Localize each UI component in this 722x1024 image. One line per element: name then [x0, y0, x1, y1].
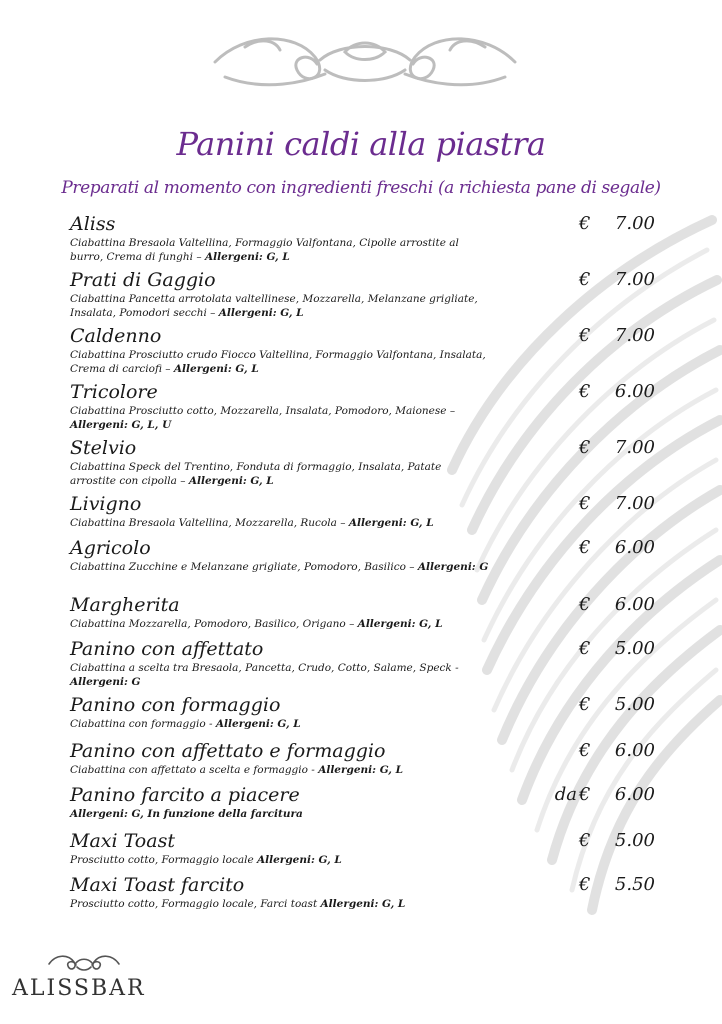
item-description: Ciabattina Prosciutto cotto, Mozzarella, Insalata, Pomodoro, Maionese – Allergeni: G, L, U [70, 405, 456, 431]
currency-symbol: € [579, 784, 591, 805]
menu-item [70, 829, 655, 873]
menu-item [70, 324, 655, 380]
allergens: Allergeni: G, L [348, 517, 434, 529]
item-description: Ciabattina Pancetta arrotolata valtellinese, Mozzarella, Melanzane grigliate, Insalata, Pomodori secchi – Allergeni: G, L [70, 293, 478, 319]
item-description: Ciabattina con formaggio - Allergeni: G, L [70, 718, 301, 730]
item-name: Margherita [70, 594, 180, 616]
item-description: Ciabattina a scelta tra Bresaola, Pancetta, Crudo, Cotto, Salame, Speck - Allergeni: G [70, 662, 459, 688]
price-value: 5.00 [614, 694, 655, 715]
item-description [70, 807, 490, 821]
item-price [579, 739, 655, 763]
price-value: 6.00 [614, 537, 655, 558]
item-name: Maxi Toast farcito [70, 874, 245, 896]
price-value: 5.00 [614, 638, 655, 659]
price-value: 6.00 [614, 740, 655, 761]
item-description: Ciabattina Bresaola Valtellina, Formaggio Valfontana, Cipolle arrostite al burro, Crema di funghi – Allergeni: G, L [70, 237, 459, 263]
menu-item [70, 873, 655, 917]
currency-symbol: € [579, 694, 591, 715]
currency-symbol: € [579, 269, 591, 290]
item-price [579, 593, 655, 617]
allergens: Allergeni: G, L, U [70, 419, 172, 431]
item-name: Panino con affettato [70, 638, 264, 660]
item-price [579, 873, 655, 897]
item-name: Aliss [70, 213, 116, 235]
item-name: Stelvio [70, 437, 137, 459]
allergens: Allergeni: G, L [257, 854, 342, 866]
menu-item [70, 739, 655, 783]
item-price [579, 436, 655, 460]
price-prefix: da [554, 784, 577, 805]
allergens: Allergeni: G, L [173, 363, 259, 375]
item-description: Ciabattina con affettato a scelta e formaggio - Allergeni: G, L [70, 764, 403, 776]
allergens: Allergeni: G, In funzione della farcitura [70, 808, 303, 820]
menu-item [70, 783, 655, 829]
logo-flourish-icon [44, 952, 124, 974]
item-price [579, 212, 655, 236]
currency-symbol: € [579, 381, 591, 402]
price-value: 6.00 [614, 784, 655, 805]
item-name: Panino con formaggio [70, 694, 281, 716]
item-price [579, 637, 655, 661]
allergens: Allergeni: G, L [204, 251, 290, 263]
allergens: Allergeni: G, L [318, 764, 403, 776]
item-price [579, 324, 655, 348]
price-value: 5.00 [614, 830, 655, 851]
menu-item [70, 436, 655, 492]
item-description: Prosciutto cotto, Formaggio locale, Farci toast Allergeni: G, L [70, 898, 406, 910]
item-price [579, 536, 655, 560]
item-price [555, 783, 655, 807]
item-name: Prati di Gaggio [70, 269, 216, 291]
item-description: Ciabattina Mozzarella, Pomodoro, Basilico, Origano – Allergeni: G, L [70, 618, 443, 630]
price-value: 5.50 [614, 874, 655, 895]
item-price [579, 693, 655, 717]
item-description: Ciabattina Prosciutto crudo Fiocco Valtellina, Formaggio Valfontana, Insalata, Crema di carciofi – Allergeni: G, L [70, 349, 486, 375]
item-name: Agricolo [70, 537, 151, 559]
price-value: 6.00 [614, 594, 655, 615]
item-name: Livigno [70, 493, 142, 515]
currency-symbol: € [579, 493, 591, 514]
item-price [579, 492, 655, 516]
price-value: 7.00 [614, 213, 655, 234]
brand-name: ALISSBAR [12, 976, 146, 1001]
allergens: Allergeni: G [417, 561, 489, 573]
currency-symbol: € [579, 325, 591, 346]
currency-symbol: € [579, 537, 591, 558]
menu-item [70, 380, 655, 436]
currency-symbol: € [579, 830, 591, 851]
item-description: Ciabattina Bresaola Valtellina, Mozzarella, Rucola – Allergeni: G, L [70, 517, 434, 529]
item-name: Maxi Toast [70, 830, 175, 852]
menu-item [70, 693, 655, 739]
item-price [579, 829, 655, 853]
currency-symbol: € [579, 594, 591, 615]
item-name: Panino farcito a piacere [70, 784, 300, 806]
price-value: 7.00 [614, 269, 655, 290]
price-value: 6.00 [614, 381, 655, 402]
menu-item [70, 536, 655, 593]
page-title: Panini caldi alla piastra [176, 125, 546, 163]
item-description: Ciabattina Zucchine e Melanzane grigliate, Pomodoro, Basilico – Allergeni: G [70, 561, 489, 573]
item-price [579, 268, 655, 292]
menu-list [70, 212, 655, 917]
menu-item [70, 637, 655, 693]
price-value: 7.00 [614, 437, 655, 458]
menu-item [70, 593, 655, 637]
page-subtitle: Preparati al momento con ingredienti freschi (a richiesta pane di segale) [61, 178, 661, 198]
item-name: Panino con affettato e formaggio [70, 740, 386, 762]
price-value: 7.00 [614, 493, 655, 514]
price-value: 7.00 [614, 325, 655, 346]
allergens: Allergeni: G [70, 676, 141, 688]
allergens: Allergeni: G, L [218, 307, 304, 319]
item-name: Caldenno [70, 325, 162, 347]
currency-symbol: € [579, 740, 591, 761]
currency-symbol: € [579, 874, 591, 895]
menu-item [70, 268, 655, 324]
allergens: Allergeni: G, L [357, 618, 443, 630]
currency-symbol: € [579, 437, 591, 458]
brand-logo [12, 952, 157, 1001]
item-price [579, 380, 655, 404]
item-name: Tricolore [70, 381, 158, 403]
allergens: Allergeni: G, L [320, 898, 406, 910]
currency-symbol: € [579, 213, 591, 234]
top-flourish-ornament [205, 22, 525, 94]
allergens: Allergeni: G, L [188, 475, 274, 487]
item-description: Ciabattina Speck del Trentino, Fonduta di formaggio, Insalata, Patate arrostite con cipolla – Allergeni: G, L [70, 461, 442, 487]
item-description: Prosciutto cotto, Formaggio locale Allergeni: G, L [70, 854, 342, 866]
menu-item [70, 212, 655, 268]
allergens: Allergeni: G, L [215, 718, 301, 730]
currency-symbol: € [579, 638, 591, 659]
menu-item [70, 492, 655, 536]
